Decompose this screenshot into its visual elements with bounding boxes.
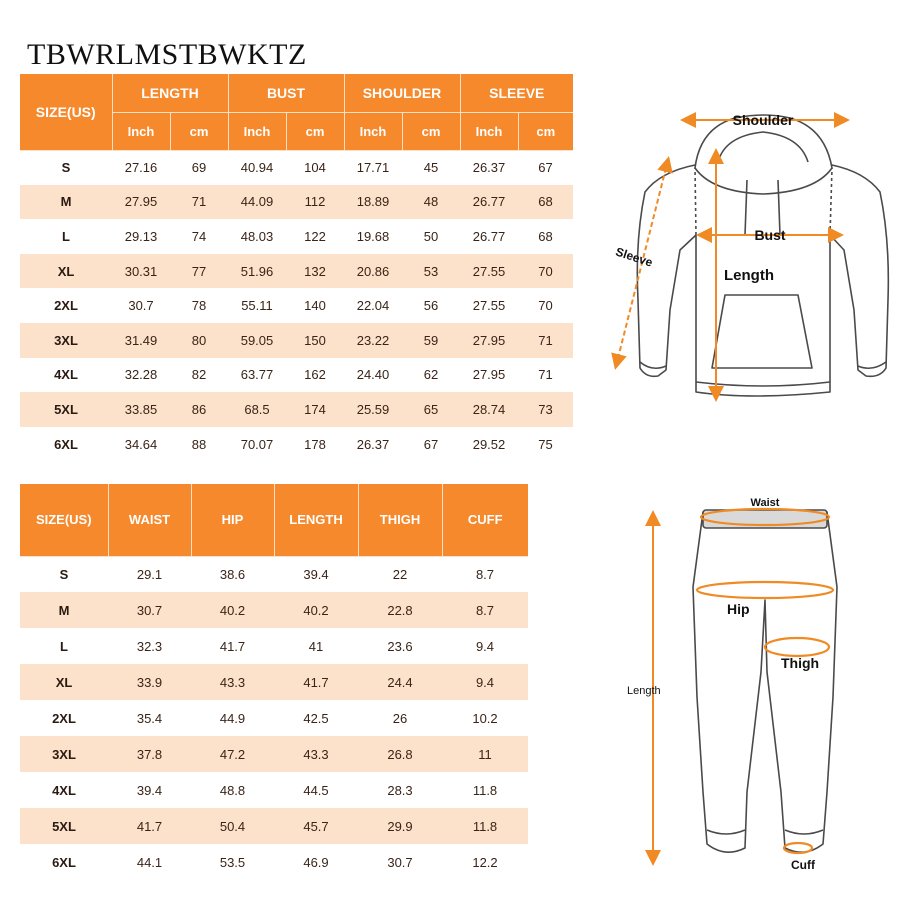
measurement-cell: 30.31 xyxy=(112,254,170,289)
table-row xyxy=(20,392,573,427)
measurement-cell: 48.03 xyxy=(240,228,274,244)
measurement-cell: 30.7 xyxy=(387,854,413,870)
measurement-cell: 26.37 xyxy=(472,160,506,176)
unit-header: Inch xyxy=(344,112,402,150)
measurement-cell: 51.96 xyxy=(228,254,286,289)
size-header: SIZE(US) xyxy=(20,484,108,556)
measurement-cell: 41.7 xyxy=(274,664,358,700)
table-row xyxy=(20,219,573,254)
measurement-cell: 46.9 xyxy=(303,854,329,870)
measurement-cell: 27.95 xyxy=(472,367,506,383)
measurement-cell: 71 xyxy=(170,185,228,220)
sleeve-header: SLEEVE xyxy=(460,74,573,112)
measurement-cell: 33.9 xyxy=(108,664,191,700)
measurement-cell: 69 xyxy=(191,160,207,176)
measurement-cell: 9.4 xyxy=(475,638,495,654)
measurement-cell: 48.8 xyxy=(219,782,246,798)
measurement-cell: 44.09 xyxy=(228,185,286,220)
measurement-cell: 29.9 xyxy=(358,808,442,844)
size-cell: 4XL xyxy=(54,367,78,383)
measurement-cell: 82 xyxy=(191,367,207,383)
measurement-cell: 174 xyxy=(286,392,344,427)
size-cell: 5XL xyxy=(20,392,112,427)
table-row xyxy=(20,592,528,628)
measurement-cell: 71 xyxy=(518,323,573,358)
jogger-pants-icon xyxy=(693,510,837,852)
measurement-cell: 140 xyxy=(304,298,326,314)
size-cell: 3XL xyxy=(20,736,108,772)
measurement-cell: 104 xyxy=(304,160,326,176)
measurement-cell: 178 xyxy=(304,436,326,452)
size-header: SIZE(US) xyxy=(20,74,112,150)
measurement-cell: 39.4 xyxy=(303,566,329,582)
measurement-cell: 32.3 xyxy=(136,638,163,654)
measurement-cell: 59.05 xyxy=(228,323,286,358)
measurement-cell: 19.68 xyxy=(356,228,390,244)
table-row xyxy=(20,254,573,289)
cuff-header: CUFF xyxy=(442,484,528,556)
measurement-cell: 32.28 xyxy=(124,367,158,383)
length-header: LENGTH xyxy=(112,74,228,112)
hoodie-icon xyxy=(637,115,888,396)
measurement-cell: 8.7 xyxy=(442,592,528,628)
bust-header: BUST xyxy=(228,74,344,112)
measurement-cell: 65 xyxy=(402,392,460,427)
measurement-cell: 26.77 xyxy=(460,185,518,220)
table-row xyxy=(20,150,573,185)
measurement-cell: 44.1 xyxy=(136,854,163,870)
measurement-cell: 162 xyxy=(304,367,326,383)
measurement-cell: 18.89 xyxy=(344,185,402,220)
measurement-cell: 40.94 xyxy=(240,160,274,176)
measurement-cell: 24.4 xyxy=(358,664,442,700)
measurement-cell: 86 xyxy=(170,392,228,427)
measurement-cell: 80 xyxy=(170,323,228,358)
measurement-cell: 34.64 xyxy=(124,436,158,452)
unit-header: Inch xyxy=(228,112,286,150)
measurement-cell: 67 xyxy=(423,436,439,452)
measurement-cell: 26.37 xyxy=(356,436,390,452)
measurement-cell: 68 xyxy=(538,228,553,244)
measurement-cell: 27.95 xyxy=(460,323,518,358)
measurement-cell: 24.40 xyxy=(356,367,390,383)
shoulder-header: SHOULDER xyxy=(344,74,460,112)
measurement-cell: 48 xyxy=(402,185,460,220)
measurement-cell: 33.85 xyxy=(112,392,170,427)
measurement-cell: 43.3 xyxy=(274,736,358,772)
measurement-cell: 47.2 xyxy=(191,736,274,772)
thigh-header: THIGH xyxy=(358,484,442,556)
table-row xyxy=(20,700,528,736)
measurement-cell: 30.7 xyxy=(128,298,154,314)
measurement-cell: 11 xyxy=(442,736,528,772)
measurement-cell: 132 xyxy=(286,254,344,289)
measurement-cell: 122 xyxy=(304,228,326,244)
size-cell: 5XL xyxy=(20,808,108,844)
measurement-cell: 23.6 xyxy=(387,638,413,654)
measurement-cell: 62 xyxy=(423,367,439,383)
measurement-cell: 63.77 xyxy=(240,367,274,383)
measurement-cell: 112 xyxy=(286,185,344,220)
waist-label: Waist xyxy=(750,497,780,509)
measurement-cell: 42.5 xyxy=(303,710,329,726)
table-row xyxy=(20,288,573,323)
unit-header: cm xyxy=(518,112,573,150)
measurement-cell: 28.3 xyxy=(387,782,413,798)
size-cell: L xyxy=(60,638,68,654)
measurement-cell: 73 xyxy=(518,392,573,427)
measurement-cell: 68.5 xyxy=(228,392,286,427)
table-row xyxy=(20,185,573,220)
measurement-cell: 44.5 xyxy=(303,782,329,798)
measurement-cell: 37.8 xyxy=(108,736,191,772)
size-cell: 6XL xyxy=(52,854,76,870)
unit-header: Inch xyxy=(112,112,170,150)
measurement-cell: 29.52 xyxy=(472,436,506,452)
measurement-cell: 8.7 xyxy=(475,566,495,582)
measurement-cell: 59 xyxy=(402,323,460,358)
measurement-cell: 30.7 xyxy=(108,592,191,628)
size-cell: S xyxy=(61,160,71,176)
size-cell: XL xyxy=(20,254,112,289)
length-header: LENGTH xyxy=(274,484,358,556)
measurement-cell: 75 xyxy=(538,436,553,452)
table-row xyxy=(20,358,573,393)
sleeve-label: Sleeve xyxy=(613,244,655,270)
measurement-cell: 29.1 xyxy=(136,566,163,582)
measurement-cell: 40.2 xyxy=(191,592,274,628)
unit-header: cm xyxy=(170,112,228,150)
length-label: Length xyxy=(627,685,661,697)
table-row xyxy=(20,736,528,772)
measurement-cell: 150 xyxy=(286,323,344,358)
measurement-cell: 70 xyxy=(538,298,553,314)
waist-header: WAIST xyxy=(108,484,191,556)
shoulder-label: Shoulder xyxy=(732,112,794,128)
measurement-cell: 25.59 xyxy=(344,392,402,427)
measurement-cell: 10.2 xyxy=(472,710,498,726)
measurement-cell: 27.95 xyxy=(112,185,170,220)
measurement-cell: 35.4 xyxy=(136,710,163,726)
pants-diagram xyxy=(615,492,865,877)
measurement-cell: 20.86 xyxy=(344,254,402,289)
measurement-cell: 27.55 xyxy=(472,298,506,314)
measurement-cell: 38.6 xyxy=(219,566,246,582)
measurement-cell: 12.2 xyxy=(472,854,498,870)
thigh-label: Thigh xyxy=(781,655,820,671)
measurement-cell: 78 xyxy=(191,298,207,314)
measurement-cell: 27.55 xyxy=(460,254,518,289)
measurement-cell: 9.4 xyxy=(442,664,528,700)
measurement-cell: 53.5 xyxy=(219,854,246,870)
table-row xyxy=(20,664,528,700)
table-row xyxy=(20,772,528,808)
size-cell: XL xyxy=(20,664,108,700)
size-cell: M xyxy=(20,592,108,628)
measurement-cell: 22.04 xyxy=(356,298,390,314)
measurement-cell: 53 xyxy=(402,254,460,289)
measurement-cell: 43.3 xyxy=(191,664,274,700)
measurement-cell: 11.8 xyxy=(442,808,528,844)
measurement-cell: 67 xyxy=(538,160,553,176)
measurement-cell: 26.8 xyxy=(358,736,442,772)
length-label: Length xyxy=(724,267,774,284)
measurement-cell: 31.49 xyxy=(112,323,170,358)
measurement-cell: 41 xyxy=(308,638,324,654)
measurement-cell: 70.07 xyxy=(240,436,274,452)
measurement-cell: 71 xyxy=(538,367,553,383)
table-row xyxy=(20,427,573,462)
measurement-cell: 23.22 xyxy=(344,323,402,358)
table-row xyxy=(20,628,528,664)
measurement-cell: 22 xyxy=(392,566,408,582)
measurement-cell: 28.74 xyxy=(460,392,518,427)
measurement-cell: 26.77 xyxy=(472,228,506,244)
measurement-cell: 50.4 xyxy=(191,808,274,844)
table-row xyxy=(20,808,528,844)
measurement-cell: 45.7 xyxy=(274,808,358,844)
measurement-cell: 27.16 xyxy=(124,160,158,176)
hoodie-size-table xyxy=(20,74,573,461)
unit-header: cm xyxy=(286,112,344,150)
measurement-cell: 44.9 xyxy=(219,710,246,726)
brand-title: TBWRLMSTBWKTZ xyxy=(27,38,307,71)
measurement-cell: 55.11 xyxy=(241,298,273,314)
measurement-cell: 39.4 xyxy=(136,782,163,798)
measurement-cell: 26 xyxy=(392,710,408,726)
hoodie-diagram xyxy=(600,100,890,410)
measurement-cell: 17.71 xyxy=(356,160,390,176)
measurement-cell: 22.8 xyxy=(358,592,442,628)
hip-label: Hip xyxy=(727,601,750,617)
size-cell: L xyxy=(62,228,70,244)
measurement-cell: 70 xyxy=(518,254,573,289)
measurement-cell: 74 xyxy=(191,228,207,244)
measurement-cell: 45 xyxy=(423,160,439,176)
size-cell: 2XL xyxy=(52,710,76,726)
measurement-cell: 68 xyxy=(518,185,573,220)
size-cell: S xyxy=(59,566,69,582)
measurement-cell: 29.13 xyxy=(124,228,158,244)
measurement-cell: 50 xyxy=(423,228,439,244)
size-cell: 3XL xyxy=(20,323,112,358)
measurement-cell: 40.2 xyxy=(274,592,358,628)
unit-header: cm xyxy=(402,112,460,150)
table-row xyxy=(20,556,528,592)
table-row xyxy=(20,323,573,358)
size-cell: 6XL xyxy=(54,436,78,452)
bust-label: Bust xyxy=(754,227,786,243)
table-row xyxy=(20,844,528,880)
hip-header: HIP xyxy=(191,484,274,556)
measurement-cell: 56 xyxy=(423,298,439,314)
size-cell: M xyxy=(20,185,112,220)
measurement-cell: 77 xyxy=(170,254,228,289)
measurement-cell: 41.7 xyxy=(219,638,246,654)
size-cell: 4XL xyxy=(52,782,76,798)
size-cell: 2XL xyxy=(54,298,78,314)
unit-header: Inch xyxy=(460,112,518,150)
measurement-cell: 88 xyxy=(191,436,207,452)
measurement-cell: 41.7 xyxy=(108,808,191,844)
cuff-label: Cuff xyxy=(791,858,815,872)
measurement-cell: 11.8 xyxy=(472,782,498,798)
pants-size-table xyxy=(20,484,528,880)
